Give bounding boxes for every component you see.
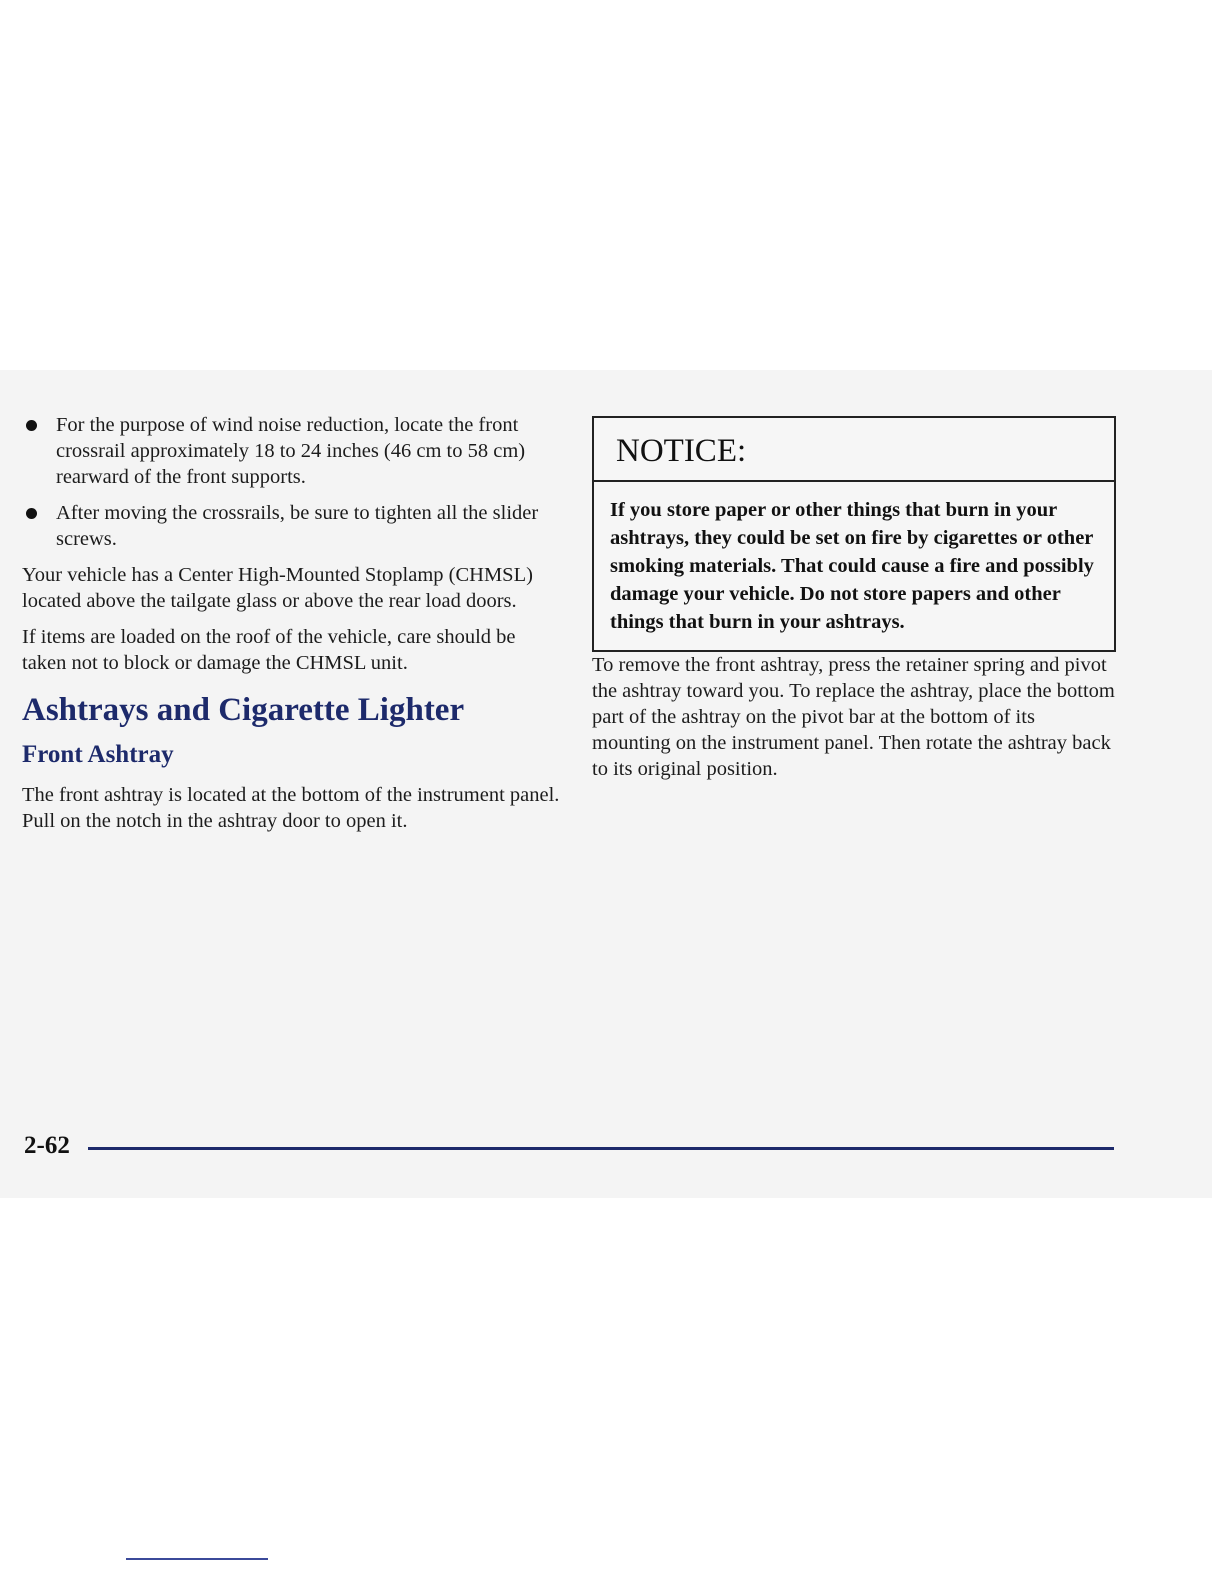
section-title: Ashtrays and Cigarette Lighter: [22, 692, 465, 728]
bullet-dot-icon: [26, 420, 37, 431]
notice-title: NOTICE:: [594, 418, 1114, 482]
chmsl-paragraph: Your vehicle has a Center High-Mounted Stoplamp (CHMSL) located above the tailgate glass or above the rear load doors.: [22, 564, 533, 612]
right-column: [592, 416, 1116, 792]
notice-box: [592, 416, 1116, 652]
roof-load-paragraph: If items are loaded on the roof of the vehicle, care should be taken not to block or damage the CHMSL unit.: [22, 626, 516, 674]
bullet-item: [22, 500, 562, 552]
front-ashtray-paragraph: The front ashtray is located at the bottom of the instrument panel. Pull on the notch in the ashtray door to open it.: [22, 784, 560, 832]
page-number: 2-62: [24, 1132, 70, 1159]
bullet-text: For the purpose of wind noise reduction, locate the front crossrail approximately 18 to 24 inches (46 cm to 58 cm) rearward of the front supports.: [56, 414, 526, 488]
bullet-item: [22, 412, 562, 490]
page-footer: [24, 1128, 1116, 1168]
remove-ashtray-paragraph: To remove the front ashtray, press the retainer spring and pivot the ashtray toward you. To replace the ashtray, place the bottom part of the ashtray on the pivot bar at the bottom of its mounting on the instrument panel. Then rotate the ashtray back to its original position.: [592, 654, 1115, 780]
bottom-divider: [126, 1558, 268, 1560]
footer-rule: [88, 1147, 1114, 1150]
bullet-text: After moving the crossrails, be sure to tighten all the slider screws.: [56, 502, 539, 550]
notice-text: If you store paper or other things that burn in your ashtrays, they could be set on fire by cigarettes or other smoking materials. That could cause a fire and possibly damage your vehicle. Do not store papers and other things that burn in your ashtrays.: [610, 499, 1094, 633]
bullet-dot-icon: [26, 508, 37, 519]
subsection-title: Front Ashtray: [22, 741, 174, 768]
left-column: [22, 412, 562, 844]
